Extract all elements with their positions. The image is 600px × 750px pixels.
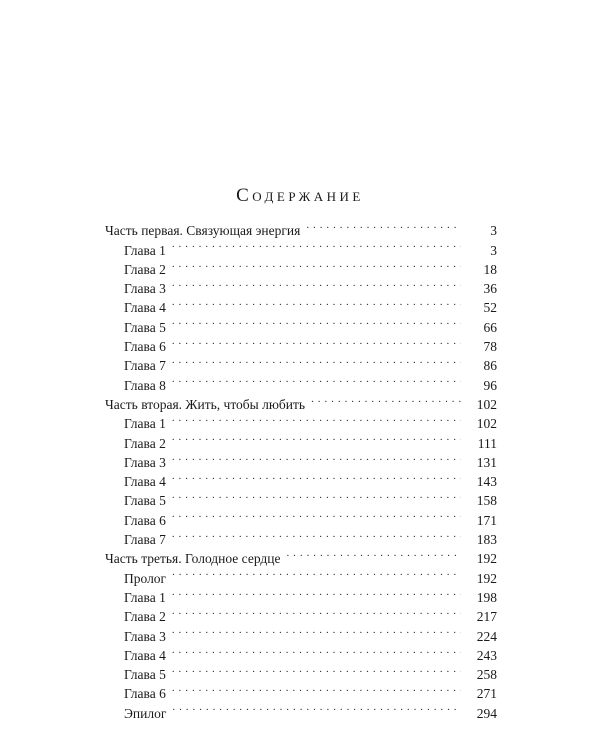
dot-leader <box>172 641 461 660</box>
toc-entry-label: Глава 7 <box>124 358 166 374</box>
dot-leader <box>172 505 461 524</box>
dot-leader <box>306 216 461 235</box>
dot-leader <box>172 698 461 717</box>
toc-entry-label: Часть третья. Голодное сердце <box>105 551 281 567</box>
toc-page-number: 111 <box>477 435 497 451</box>
dot-leader <box>172 312 461 331</box>
toc-entry-label: Глава 3 <box>124 281 166 297</box>
toc-entry-label: Глава 6 <box>124 339 166 355</box>
toc-entry-label: Глава 3 <box>124 628 166 644</box>
toc-page-number: 217 <box>476 609 497 625</box>
dot-leader <box>172 602 461 621</box>
toc-entry-label: Эпилог <box>124 705 167 721</box>
page-title: Содержание <box>236 184 364 206</box>
dot-leader <box>286 544 461 563</box>
toc-page-number: 18 <box>483 261 497 277</box>
dot-leader <box>172 448 461 467</box>
toc-page-number: 102 <box>476 396 497 412</box>
toc-entry-label: Глава 7 <box>124 532 166 548</box>
toc-page-number: 3 <box>490 242 497 258</box>
dot-leader <box>172 274 461 293</box>
toc-page-number: 192 <box>476 551 497 567</box>
toc-entry-label: Часть вторая. Жить, чтобы любить <box>105 396 306 412</box>
toc-page-number: 96 <box>483 377 497 393</box>
toc-entry-label: Глава 2 <box>124 609 166 625</box>
dot-leader <box>172 409 461 428</box>
toc-entry-label: Глава 5 <box>124 667 166 683</box>
toc-entry-label: Глава 4 <box>124 647 166 663</box>
toc-page-number: 86 <box>483 358 497 374</box>
toc-entry-label: Пролог <box>124 570 167 586</box>
toc-page-number: 294 <box>476 705 497 721</box>
toc-page-number: 66 <box>483 319 497 335</box>
toc-page-number: 243 <box>476 647 497 663</box>
dot-leader <box>172 486 461 505</box>
toc-page-number: 158 <box>476 493 497 509</box>
dot-leader <box>172 293 461 312</box>
dot-leader <box>172 660 461 679</box>
toc-page-number: 36 <box>483 281 497 297</box>
toc-entry-label: Глава 3 <box>124 454 166 470</box>
dot-leader <box>172 428 461 447</box>
dot-leader <box>172 235 461 254</box>
toc-entry-label: Глава 5 <box>124 493 166 509</box>
toc-page-number: 3 <box>490 223 497 239</box>
toc-entry-label: Глава 5 <box>124 319 166 335</box>
toc-entry-label: Глава 6 <box>124 512 166 528</box>
toc-page-number: 171 <box>476 512 497 528</box>
dot-leader <box>172 621 461 640</box>
dot-leader <box>172 583 461 602</box>
toc-entry-label: Глава 1 <box>124 242 166 258</box>
dot-leader <box>172 255 461 274</box>
toc-entry-label: Глава 6 <box>124 686 166 702</box>
dot-leader <box>172 563 461 582</box>
toc-page-number: 192 <box>476 570 497 586</box>
dot-leader <box>172 332 461 351</box>
toc-page-number: 131 <box>476 454 497 470</box>
toc-page-number: 258 <box>476 667 497 683</box>
table-of-contents <box>105 216 497 721</box>
toc-page-number: 52 <box>483 300 497 316</box>
dot-leader <box>172 467 461 486</box>
toc-entry-label: Глава 1 <box>124 416 166 432</box>
toc-page-number: 102 <box>476 416 497 432</box>
toc-entry-label: Глава 2 <box>124 261 166 277</box>
dot-leader <box>172 370 461 389</box>
toc-page-number: 143 <box>476 474 497 490</box>
dot-leader <box>172 351 461 370</box>
toc-page-number: 224 <box>476 628 497 644</box>
toc-entry-label: Глава 4 <box>124 300 166 316</box>
toc-entry-label: Глава 1 <box>124 589 166 605</box>
dot-leader <box>311 390 461 409</box>
toc-entry-label: Глава 2 <box>124 435 166 451</box>
toc-page-number: 78 <box>483 339 497 355</box>
dot-leader <box>172 679 461 698</box>
dot-leader <box>172 525 461 544</box>
toc-part-entry <box>105 216 497 239</box>
toc-entry-label: Глава 4 <box>124 474 166 490</box>
toc-page-number: 183 <box>476 532 497 548</box>
toc-page-number: 198 <box>476 589 497 605</box>
toc-page-number: 271 <box>476 686 497 702</box>
toc-entry-label: Глава 8 <box>124 377 166 393</box>
toc-entry-label: Часть первая. Связующая энергия <box>105 223 301 239</box>
